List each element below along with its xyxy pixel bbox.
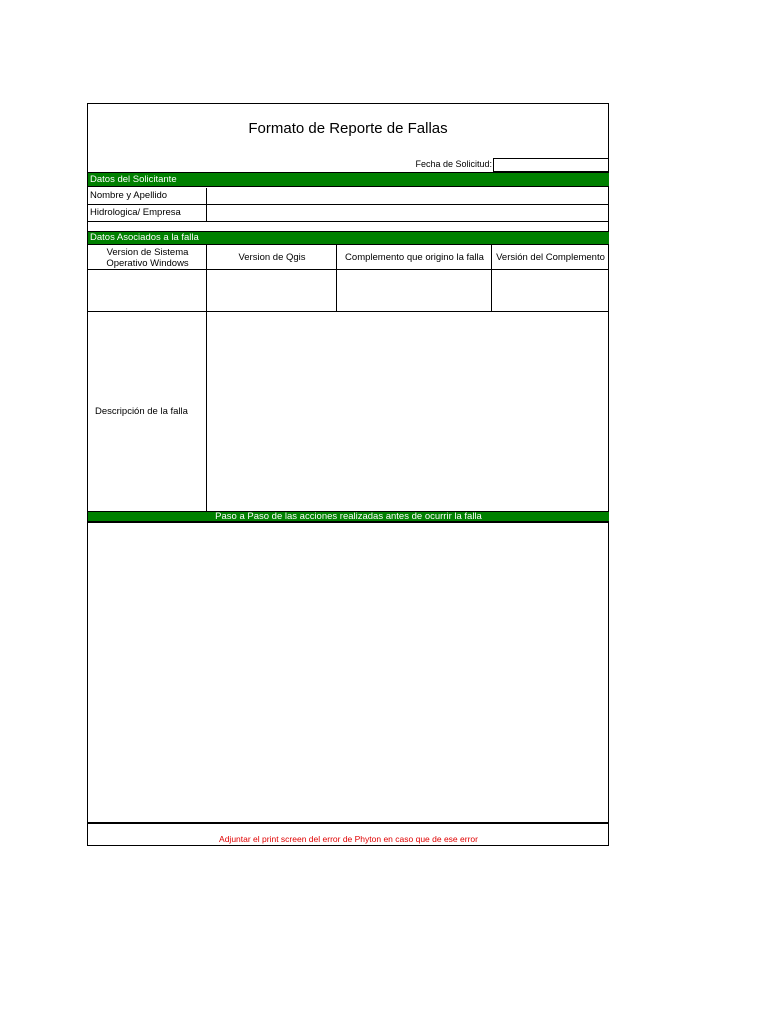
descripcion-label-cell bbox=[88, 312, 206, 511]
column-header-so: Version de Sistema Operativo Windows bbox=[106, 246, 189, 269]
empresa-label: Hidrologica/ Empresa bbox=[90, 207, 181, 218]
column-header-qgis: Version de Qgis bbox=[238, 252, 306, 263]
version-complemento-value-field[interactable] bbox=[492, 270, 609, 311]
fecha-field[interactable] bbox=[493, 158, 609, 172]
so-value-field[interactable] bbox=[88, 270, 206, 311]
complemento-value-field[interactable] bbox=[337, 270, 491, 311]
fault-report-form bbox=[87, 103, 609, 846]
row-divider bbox=[88, 221, 609, 222]
nombre-label: Nombre y Apellido bbox=[90, 190, 168, 201]
qgis-value-field[interactable] bbox=[207, 270, 336, 311]
descripcion-label: Descripción de la falla bbox=[95, 406, 188, 417]
form-title: Formato de Reporte de Fallas bbox=[248, 120, 448, 137]
footer-note: Adjuntar el print screen del error de Phyton en caso que de ese error bbox=[219, 834, 478, 844]
section-solicitante: Datos del Solicitante bbox=[88, 172, 609, 187]
column-divider bbox=[206, 245, 207, 311]
pasos-field[interactable] bbox=[88, 524, 609, 822]
row-divider bbox=[88, 822, 609, 824]
column-divider bbox=[491, 245, 492, 311]
fecha-label: Fecha de Solicitud: bbox=[415, 159, 492, 169]
section-falla: Datos Asociados a la falla bbox=[88, 231, 609, 245]
column-divider bbox=[206, 188, 207, 221]
nombre-field[interactable] bbox=[207, 188, 609, 204]
column-header-complemento: Complemento que origino la falla bbox=[345, 252, 484, 263]
descripcion-field[interactable] bbox=[207, 312, 609, 511]
section-pasos: Paso a Paso de las acciones realizadas antes de ocurrir la falla bbox=[88, 511, 609, 523]
column-divider bbox=[336, 245, 337, 311]
column-header-version-complemento: Versión del Complemento bbox=[496, 252, 605, 263]
empresa-field[interactable] bbox=[207, 205, 609, 221]
